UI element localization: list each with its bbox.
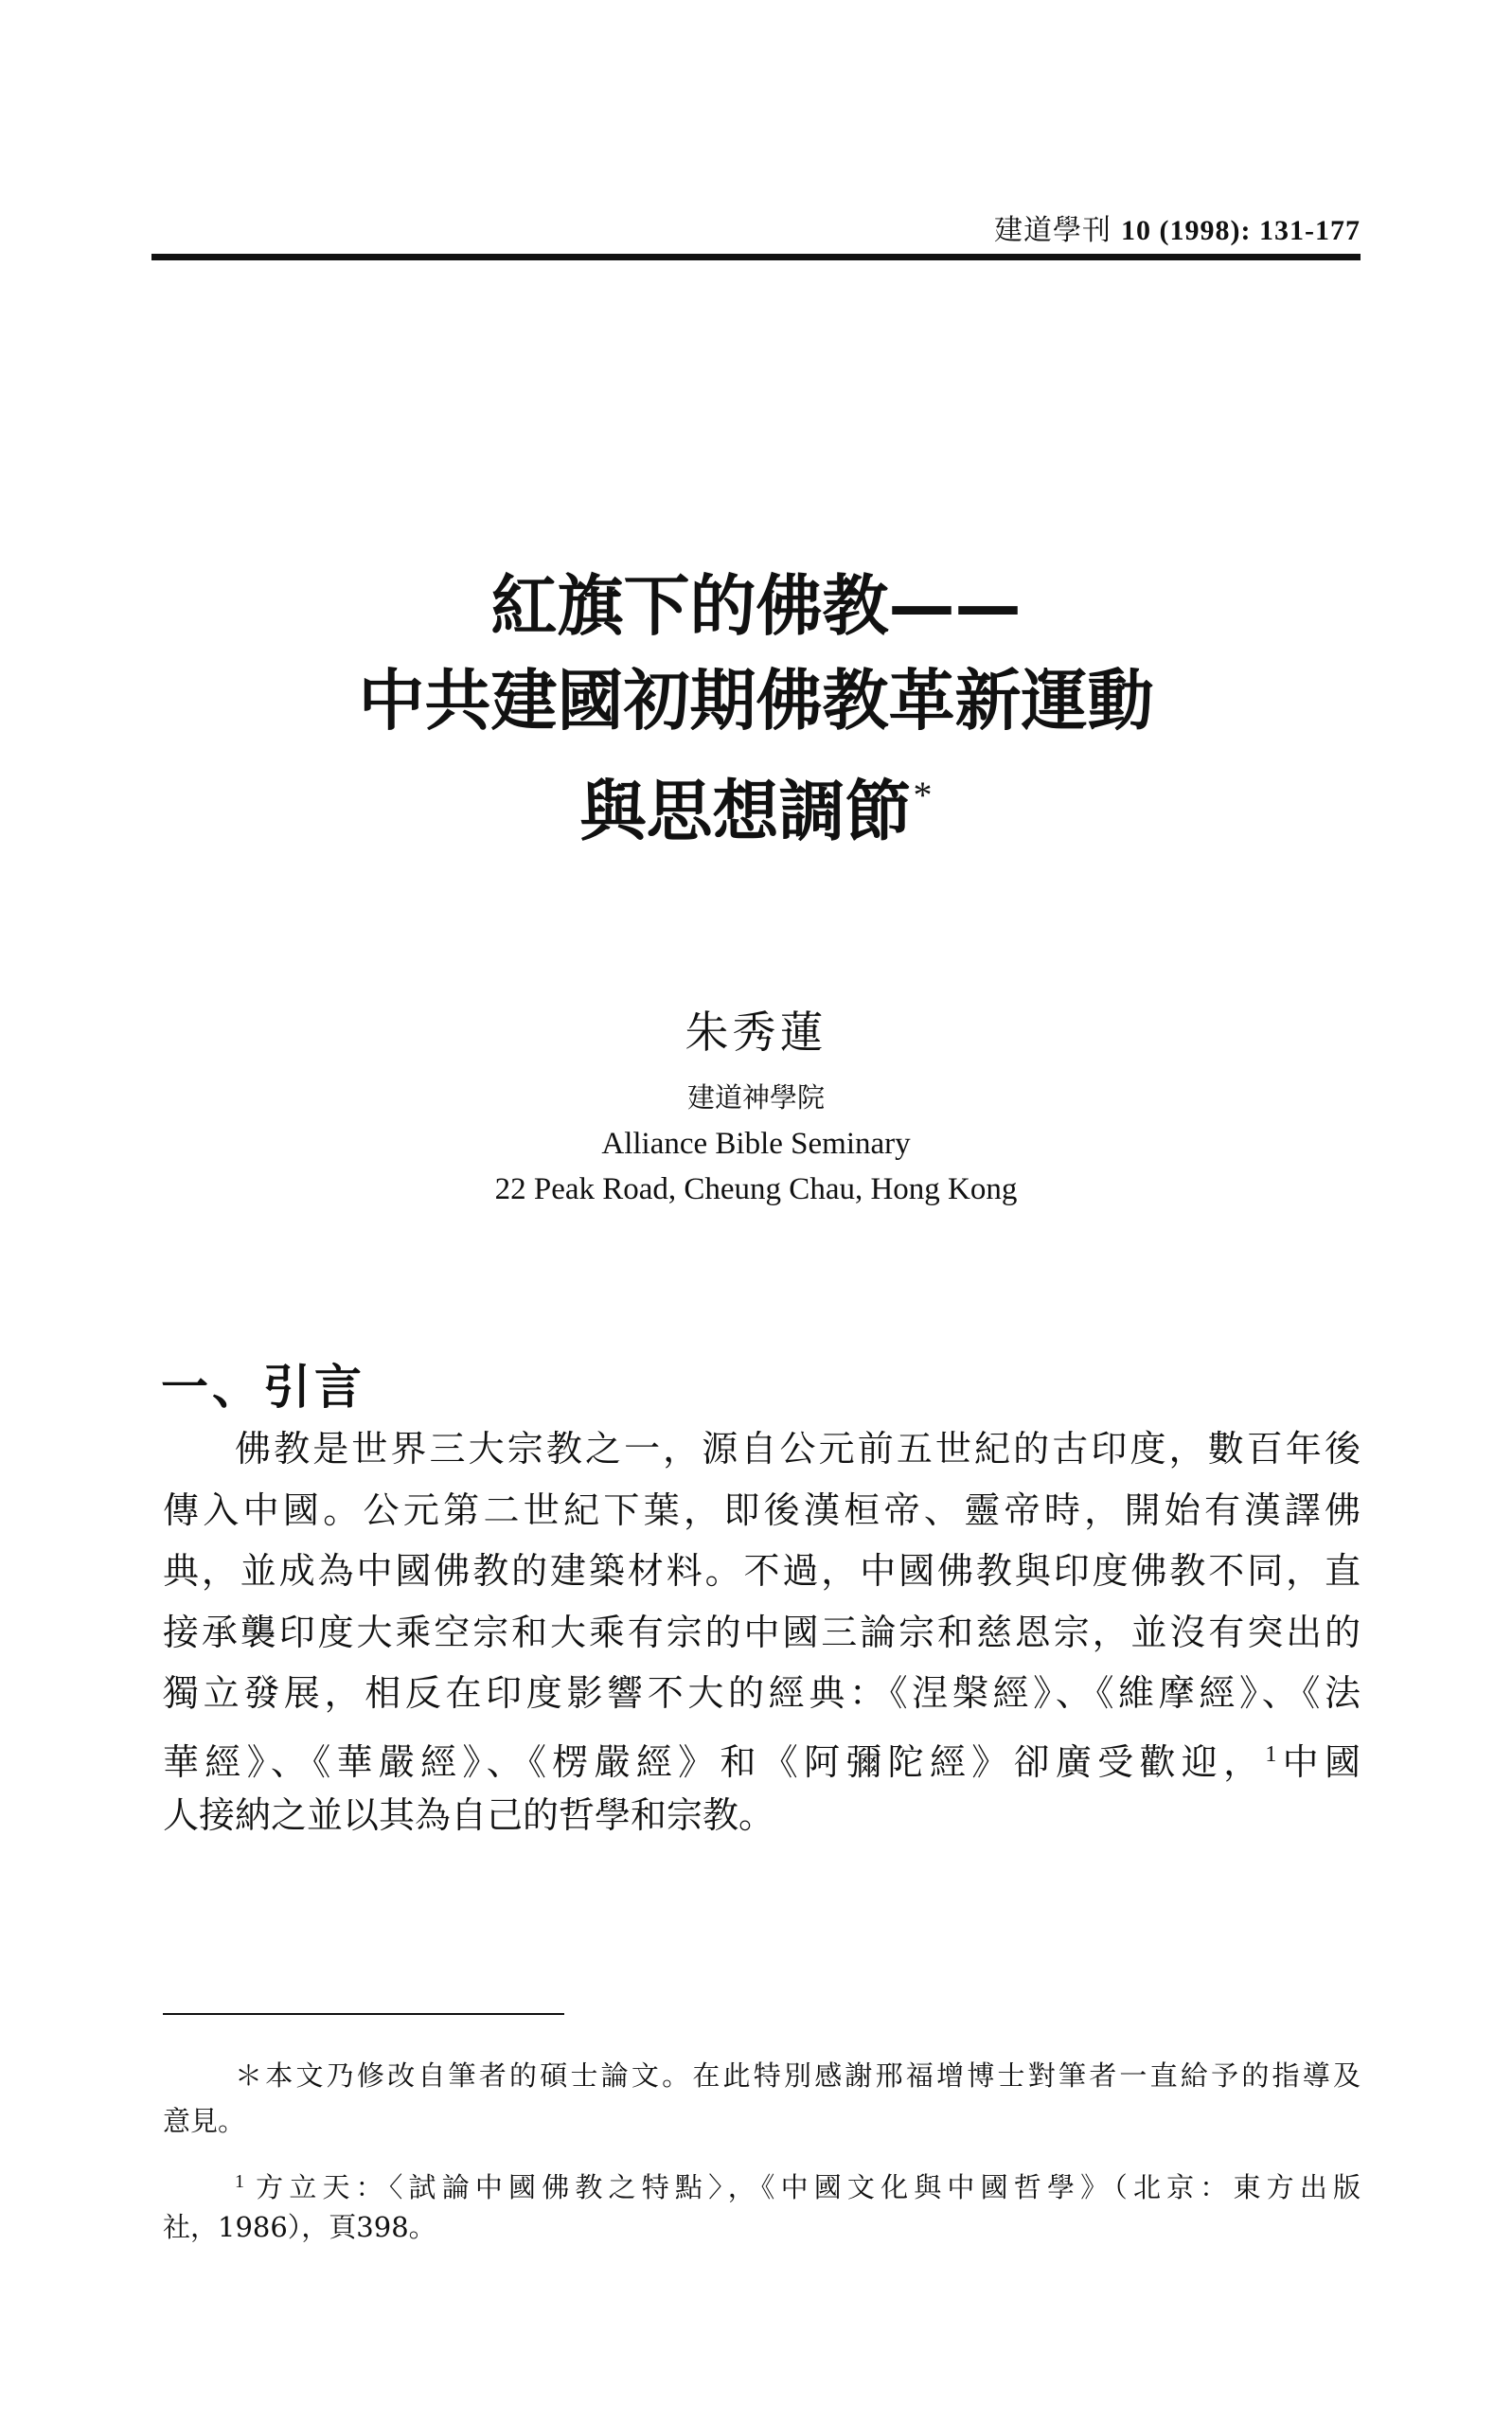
title-line-3-text: 與思想調節 — [579, 773, 912, 850]
author-block — [151, 994, 1361, 1212]
footnote-star-line: 意見。 — [163, 2105, 246, 2137]
article-title — [151, 559, 1361, 850]
title-footnote-marker: * — [913, 774, 933, 816]
body-line: 人接納之並以其為自己的哲學和宗教。 — [163, 1794, 775, 1836]
body-line-text: 中國 — [1276, 1740, 1361, 1783]
affiliation-english: Alliance Bible Seminary — [601, 1127, 911, 1161]
body-line: 典，並成為中國佛教的建築材料。不過，中國佛教與印度佛教不同，直 — [163, 1550, 1361, 1592]
title-line-3 — [151, 748, 1361, 850]
footnote-1-number: 1 — [235, 2171, 244, 2192]
body-line: 佛教是世界三大宗教之一，源自公元前五世紀的古印度，數百年後 — [235, 1428, 1361, 1470]
footnote-star-line: ＊本文乃修改自筆者的碩士論文。在此特別感謝邢福增博士對筆者一直給予的指導及 — [235, 2059, 1361, 2092]
running-head — [994, 206, 1361, 248]
footnote-reference: 1 — [1265, 1741, 1277, 1767]
author-name: 朱秀蓮 — [685, 1007, 827, 1058]
journal-name: 建道學刊 — [994, 214, 1112, 247]
journal-citation: 10 (1998): 131-177 — [1121, 215, 1361, 246]
header-rule — [151, 254, 1361, 260]
footnotes — [163, 2053, 1361, 2250]
body-line-with-footnote — [163, 1724, 1361, 1786]
title-line-1: 紅旗下的佛教—— — [490, 567, 1022, 645]
affiliation-address: 22 Peak Road, Cheung Chau, Hong Kong — [494, 1172, 1018, 1206]
footnote-gap — [163, 2144, 1361, 2159]
body-line: 接承襲印度大乘空宗和大乘有宗的中國三論宗和慈恩宗，並沒有突出的 — [163, 1611, 1361, 1653]
section-heading: 一、引言 — [161, 1360, 365, 1415]
body-line-text: 華經》、《華嚴經》、《楞嚴經》和《阿彌陀經》卻廣受歡迎， — [163, 1740, 1266, 1783]
body-line: 傳入中國。公元第二世紀下葉，即後漢桓帝、靈帝時，開始有漢譯佛 — [163, 1488, 1361, 1531]
title-line-2: 中共建國初期佛教革新運動 — [358, 662, 1154, 740]
body-paragraph — [163, 1418, 1361, 1846]
footnote-1-line — [163, 2159, 1361, 2204]
footnote-1-text: 方立天：〈試論中國佛教之特點〉，《中國文化與中國哲學》（北京：東方出版 — [250, 2171, 1361, 2203]
footnote-rule — [163, 2013, 564, 2015]
footnote-1-line: 社，1986），頁398。 — [163, 2211, 436, 2243]
body-line: 獨立發展，相反在印度影響不大的經典：《涅槃經》、《維摩經》、《法 — [163, 1672, 1361, 1714]
affiliation-chinese: 建道神學院 — [686, 1081, 825, 1114]
